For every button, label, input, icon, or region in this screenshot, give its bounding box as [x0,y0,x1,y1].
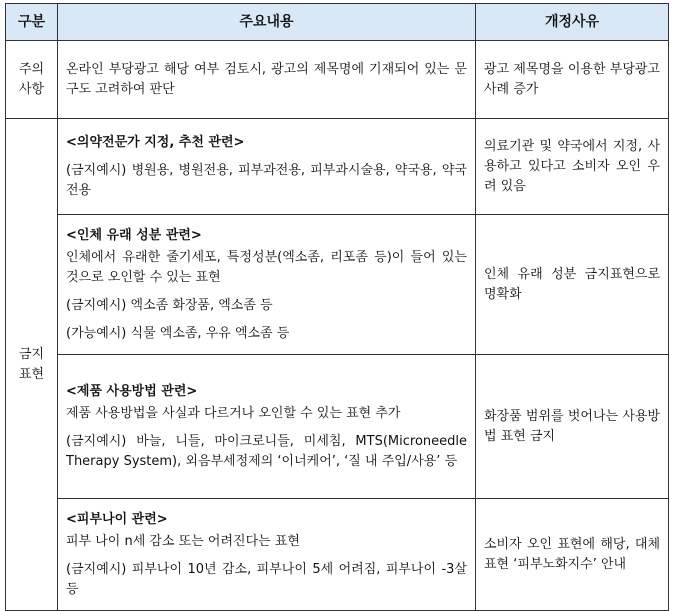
prohibited-row-3 [6,355,669,499]
section-reason: 소비자 오인 표현에 해당, 대체표현 ‘피부노화지수’ 안내 [476,499,669,611]
section-line: (금지예시) 피부나이 10년 감소, 피부나이 5세 어려짐, 피부나이 -3살 등 [66,561,467,597]
section-human-derived [58,215,476,355]
section-line: (금지예시) 병원용, 병원전용, 피부과전용, 피부과시술용, 약국용, 약국전용 [66,162,467,198]
notice-reason: 광고 제목명을 이용한 부당광고 사례 증가 [476,41,669,119]
section-line: (금지예시) 바늘, 니들, 마이크로니들, 미세침, MTS(Microneedle Therapy System), 외음부세정제의 ‘이너케어’, ‘질 내 주입/사용’ 등 [66,433,467,469]
section-line: 인체에서 유래한 줄기세포, 특정성분(엑소좀, 리포좀 등)이 들어 있는 것으로 오인할 수 있는 표현 [66,249,467,285]
notice-category: 주의 사항 [6,41,58,119]
header-row [6,4,669,41]
section-line: 피부 나이 n세 감소 또는 어려진다는 표현 [66,533,300,549]
prohibited-row-2 [6,215,669,355]
section-reason: 화장품 범위를 벗어나는 사용방법 표현 금지 [476,355,669,499]
section-title: <인체 유래 성분 관련> [66,227,202,243]
section-line: 제품 사용방법을 사실과 다르거나 오인할 수 있는 표현 추가 [66,405,401,421]
section-line: (가능예시) 식물 엑소좀, 우유 엑소좀 등 [66,325,290,341]
section-title: <의약전문가 지정, 추천 관련> [66,134,245,150]
notice-content: 온라인 부당광고 해당 여부 검토시, 광고의 제목명에 기재되어 있는 문구도 고려하여 판단 [58,41,476,119]
prohibited-category: 금지 표현 [6,119,58,611]
header-category: 구분 [6,4,58,41]
section-title: <제품 사용방법 관련> [66,383,198,399]
section-title: <피부나이 관련> [66,511,168,527]
header-revision-reason: 개정사유 [476,4,669,41]
header-main-content: 주요내용 [58,4,476,41]
revision-table [5,3,669,611]
section-usage-method [58,355,476,499]
section-skin-age [58,499,476,611]
prohibited-row-1 [6,119,669,215]
notice-row [6,41,669,119]
section-expert-recommendation [58,119,476,215]
prohibited-row-4 [6,499,669,611]
section-line: (금지예시) 엑소좀 화장품, 엑소좀 등 [66,297,273,313]
section-reason: 인체 유래 성분 금지표현으로 명확화 [476,215,669,355]
section-reason: 의료기관 및 약국에서 지정, 사용하고 있다고 소비자 오인 우려 있음 [476,119,669,215]
